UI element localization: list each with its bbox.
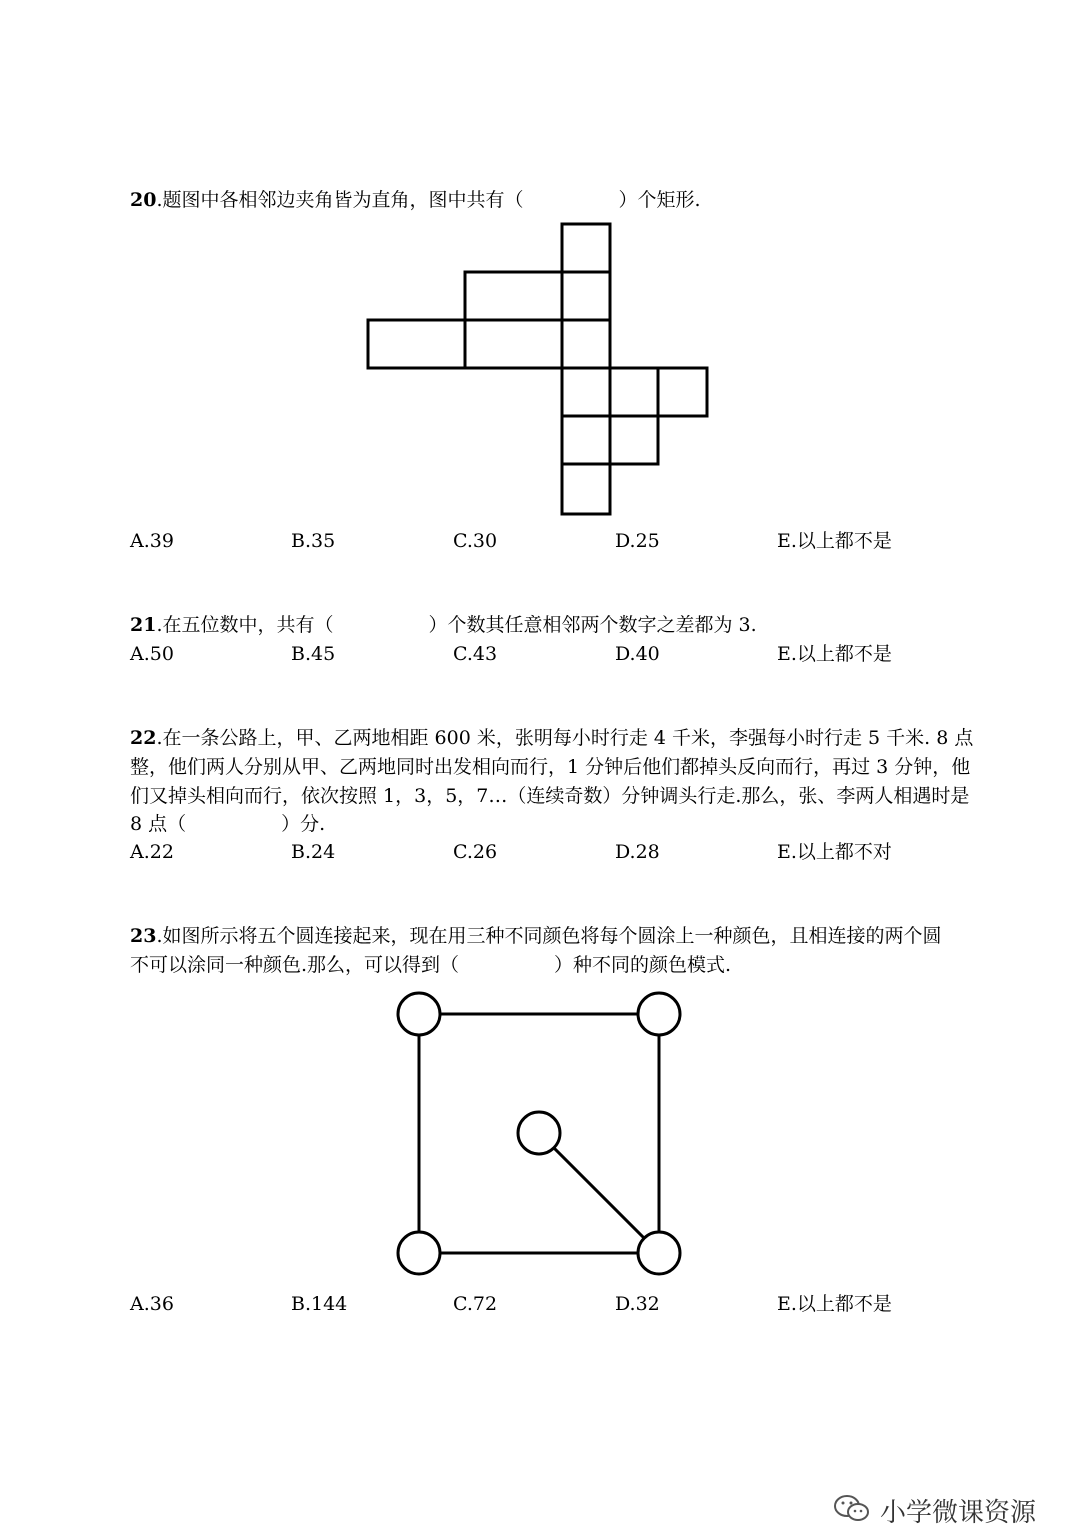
option-b: B.35 (291, 530, 336, 552)
option-a: A.36 (130, 1293, 174, 1315)
option-c: C.30 (453, 530, 498, 552)
option-e: E.以上都不是 (777, 530, 892, 552)
option-d: D.40 (615, 643, 660, 665)
question-21-line-1: 21.在五位数中，共有（ ）个数其任意相邻两个数字之差都为 3. (130, 614, 757, 636)
option-c: C.26 (453, 841, 498, 863)
question-22-line-4: 8 点（ ）分. (130, 813, 326, 835)
question-23-line-2: 不可以涂同一种颜色.那么，可以得到（ ）种不同的颜色模式. (130, 954, 732, 976)
question-number: 20 (130, 189, 157, 211)
circle-top-right (638, 993, 680, 1035)
question-20-line-1: 20.题图中各相邻边夹角皆为直角，图中共有（ ）个矩形. (130, 189, 701, 211)
option-a: A.50 (130, 643, 174, 665)
circle-bottom-right (638, 1232, 680, 1274)
watermark-text: 小学微课资源 (880, 1498, 1037, 1528)
option-d: D.25 (615, 530, 660, 552)
question-text: 在五位数中，共有（ ）个数其任意相邻两个数字之差都为 3. (162, 614, 757, 636)
option-d: D.32 (615, 1293, 660, 1315)
wechat-icon (832, 1493, 872, 1533)
option-b: B.45 (291, 643, 336, 665)
option-e: E.以上都不是 (777, 1293, 892, 1315)
question-number: 22 (130, 727, 157, 749)
question-text: 在一条公路上，甲、乙两地相距 600 米，张明每小时行走 4 千米，李强每小时行走 5 千米. 8 点 (162, 727, 974, 749)
watermark (832, 1493, 1036, 1533)
option-a: A.22 (130, 841, 174, 863)
question-text: 题图中各相邻边夹角皆为直角，图中共有（ ）个矩形. (162, 189, 701, 211)
circle-bottom-left (398, 1232, 440, 1274)
question-number: 21 (130, 614, 157, 636)
circle-center (518, 1112, 560, 1154)
question-22-line-3: 们又掉头相向而行，依次按照 1，3，5，7…（连续奇数）分钟调头行走.那么，张、李两人相遇时是 (130, 785, 970, 807)
option-b: B.144 (291, 1293, 348, 1315)
option-a: A.39 (130, 530, 174, 552)
option-b: B.24 (291, 841, 336, 863)
option-c: C.43 (453, 643, 498, 665)
question-22-line-2: 整，他们两人分别从甲、乙两地同时出发相向而行，1 分钟后他们都掉头反向而行，再过 3 分钟，他 (130, 756, 971, 778)
option-e: E.以上都不是 (777, 643, 892, 665)
option-d: D.28 (615, 841, 660, 863)
question-number: 23 (130, 925, 157, 947)
question-23-line-1: 23.如图所示将五个圆连接起来，现在用三种不同颜色将每个圆涂上一种颜色，且相连接的两个圆 (130, 925, 942, 947)
question-22-line-1: 22.在一条公路上，甲、乙两地相距 600 米，张明每小时行走 4 千米，李强每小时行走 5 千米. 8 点 (130, 727, 974, 749)
question-text: 如图所示将五个圆连接起来，现在用三种不同颜色将每个圆涂上一种颜色，且相连接的两个圆 (162, 925, 942, 947)
option-e: E.以上都不对 (777, 841, 892, 863)
option-c: C.72 (453, 1293, 498, 1315)
circle-top-left (398, 993, 440, 1035)
